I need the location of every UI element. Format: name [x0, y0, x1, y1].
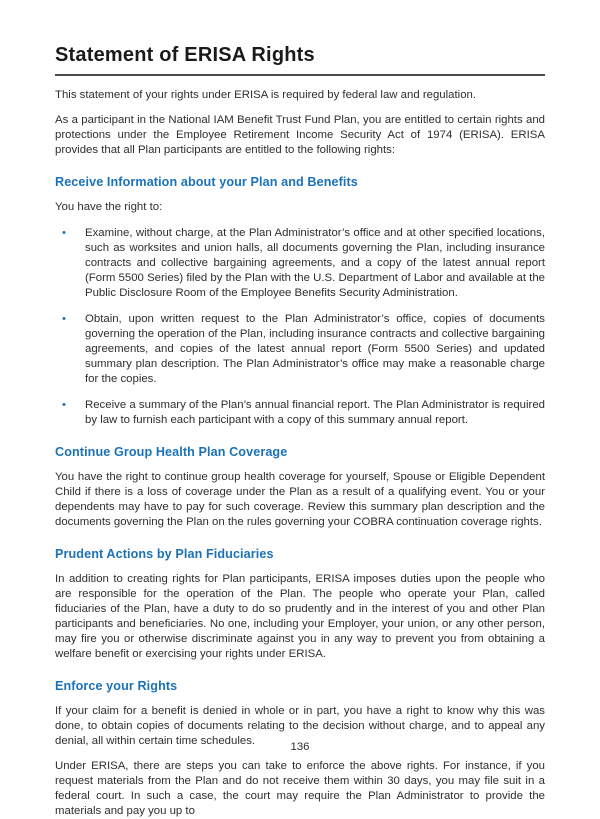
bullet-text: Examine, without charge, at the Plan Administrator’s office and at other specified locations, such as worksites and union halls, all documents governing the Plan, including insurance contracts and collective bargaining agreements, and a copy of the latest annual report (Form 5500 Series) filed by the Plan with the U.S. Department of Labor and available at the Public Disclosure Room of the Employee Benefits Security Administration.: [85, 227, 545, 299]
page-number: 136: [290, 741, 310, 753]
section-heading-prudent-actions: Prudent Actions by Plan Fiduciaries: [55, 547, 274, 561]
section-heading-continue-coverage: Continue Group Health Plan Coverage: [55, 445, 288, 459]
section-paragraph: Under ERISA, there are steps you can take to enforce the above rights. For instance, if you request materials from the Plan and do not receive them within 30 days, you may file suit in a federal court. In such a case, the court may require the Plan Administrator to provide the materials and pay you up to: [55, 760, 545, 817]
bullet-item: [55, 398, 545, 428]
bullet-text: Receive a summary of the Plan’s annual financial report. The Plan Administrator is required by law to furnish each participant with a copy of this summary annual report.: [85, 399, 545, 426]
section-paragraph: You have the right to continue group health coverage for yourself, Spouse or Eligible Dependent Child if there is a loss of coverage under the Plan as a result of a qualifying event. You or your dependents may have to pay for such coverage. Review this summary plan description and the documents governing the Plan on the rules governing your COBRA continuation coverage rights.: [55, 471, 545, 528]
section-heading-enforce-rights: Enforce your Rights: [55, 679, 178, 693]
page-title: Statement of ERISA Rights: [55, 44, 545, 76]
bullet-icon: •: [62, 313, 66, 325]
bullet-item: [55, 312, 545, 387]
section-lead: You have the right to:: [55, 201, 163, 213]
bullet-icon: •: [62, 399, 66, 411]
bullet-item: [55, 226, 545, 301]
bullet-icon: •: [62, 227, 66, 239]
section-paragraph: In addition to creating rights for Plan participants, ERISA imposes duties upon the people who are responsible for the operation of the Plan. The people who operate your Plan, called fiduciaries of the Plan, have a duty to do so prudently and in the interest of you and other Plan participants and beneficiaries. No one, including your Employer, your union, or any other person, may fire you or otherwise discriminate against you in any way to prevent you from obtaining a welfare benefit or exercising your rights under ERISA.: [55, 573, 545, 660]
section-heading-receive-information: Receive Information about your Plan and Benefits: [55, 175, 358, 189]
intro-paragraph: This statement of your rights under ERISA is required by federal law and regulation.: [55, 89, 477, 101]
rights-bullet-list: [55, 226, 545, 428]
section-paragraph: If your claim for a benefit is denied in whole or in part, you have a right to know why this was done, to obtain copies of documents relating to the decision without charge, and to appeal any denial, all within certain time schedules.: [55, 705, 545, 747]
intro-paragraph: As a participant in the National IAM Benefit Trust Fund Plan, you are entitled to certain rights and protections under the Employee Retirement Income Security Act of 1974 (ERISA). ERISA provides that all Plan participants are entitled to the following rights:: [55, 114, 545, 156]
bullet-text: Obtain, upon written request to the Plan Administrator’s office, copies of documents governing the operation of the Plan, including insurance contracts and collective bargaining agreements, and copies of the latest annual report (Form 5500 Series) and updated summary plan description. The Plan Administrator’s office may make a reasonable charge for the copies.: [85, 313, 545, 385]
